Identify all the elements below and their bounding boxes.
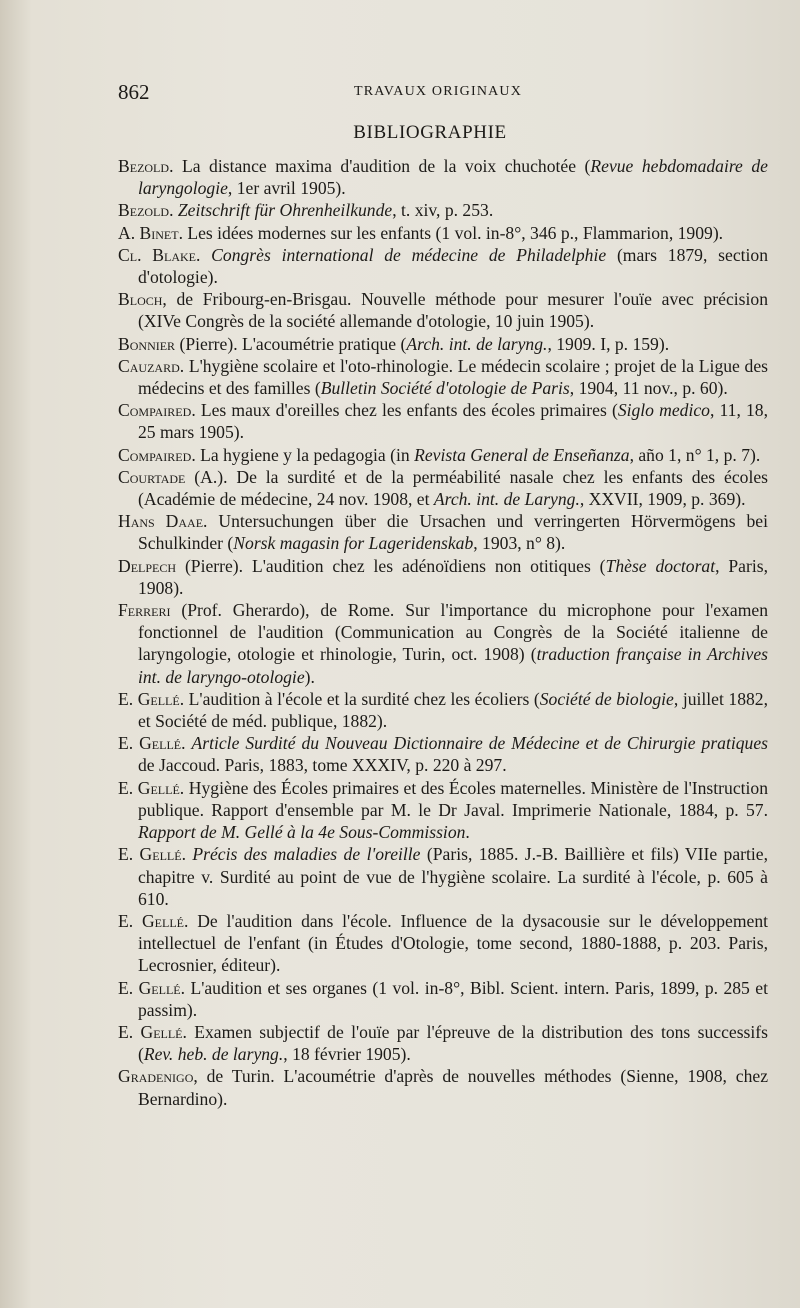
entry-title: Bulletin Société d'otologie de Paris (320, 378, 570, 399)
bibliography-entry (118, 688, 768, 732)
entry-title: Article Surdité du Nouveau Dictionnaire de Médecine et de Chirurgie pratiques (191, 733, 769, 754)
entry-title: Thèse doctorat (605, 555, 716, 576)
bibliography-entry (118, 199, 768, 221)
entry-text: . Untersuchungen über die Ursachen und verringerten Hörvermögens bei Schulkinder ( (138, 511, 768, 554)
entry-text: . Examen subjectif de l'ouïe par l'épreuve de la distribution des tons successifs ( (138, 1021, 768, 1065)
entry-text: . (181, 733, 192, 754)
running-title: TRAVAUX ORIGINAUX (354, 84, 523, 99)
bibliography-entry (118, 444, 768, 466)
bibliography-list (118, 155, 768, 1110)
entry-author: Gradenigo (118, 1066, 194, 1087)
entry-author: Courtade (118, 466, 186, 487)
entry-text: . L'hygiène scolaire et l'oto-rhinologie. Le médecin scolaire ; projet de la Ligue des médecins et des familles ( (138, 355, 768, 399)
entry-title: Société de biologie (539, 688, 674, 709)
entry-text: , de Fribourg-en-Brisgau. Nouvelle méthode pour mesurer l'ouïe avec précision (XIVe Congrès de la société allemande d'otologie, 10 juin 1905). (138, 289, 768, 332)
entry-text-continued: . (465, 822, 470, 843)
entry-title: Revue hebdomadaire de laryngologie (138, 156, 768, 199)
entry-title: traduction française in Archives int. de laryngo-otologie (138, 644, 769, 687)
entry-title: Congrès international de médecine de Philadelphie (211, 244, 607, 265)
entry-author: Delpech (118, 555, 177, 576)
entry-text: . (181, 844, 193, 865)
bibliography-entry (118, 599, 768, 688)
entry-author: E. Gellé (118, 977, 181, 998)
section-title: BIBLIOGRAPHIE (353, 122, 507, 143)
entry-title: Revista General de Enseñanza (414, 444, 630, 465)
entry-author: E. Gellé (118, 844, 182, 865)
entry-text: . Hygiène des Écoles primaires et des Écoles maternelles. Ministère de l'Instruction publique. Rapport d'ensemble par M. le Dr Javal. Imprimerie Nationale, 1884, p. 57. (138, 777, 768, 820)
entry-author: E. Gellé (118, 910, 184, 931)
entry-text-continued: (mars 1879, section d'otologie). (138, 244, 768, 288)
entry-text-continued: , 1903, n° 8). (473, 533, 566, 554)
entry-author: Bonnier (118, 333, 176, 354)
entry-author: Compaired (118, 400, 192, 421)
entry-text: . De l'audition dans l'école. Influence de la dysacousie sur le développement intellectuel de l'enfant (in Études d'Otologie, tome second, 1880-1888, p. 203. Paris, Lecrosnier, éditeur). (138, 910, 769, 976)
bibliography-entry (118, 777, 768, 844)
entry-text-continued: (Paris, 1885. J.-B. Baillière et fils) VIIe partie, chapitre v. Surdité au point de vue de l'hygiène scolaire. La surdité à l'école, p. 605 à 610. (138, 844, 769, 909)
entry-author: Cauzard (118, 355, 180, 376)
entry-text: . La hygiene y la pedagogia (in (191, 444, 415, 465)
entry-author: E. Gellé (118, 688, 180, 709)
entry-text-continued: , XXVII, 1909, p. 369). (579, 489, 746, 510)
entry-author: E. Gellé (118, 1021, 183, 1042)
entry-title: Précis des maladies de l'oreille (192, 844, 421, 865)
entry-text-continued: de Jaccoud. Paris, 1883, tome XXXIV, p. 220 à 297. (138, 755, 507, 776)
entry-author: E. Gellé (118, 733, 182, 754)
bibliography-entry (118, 222, 768, 244)
entry-text-continued: ). (304, 666, 315, 687)
entry-author: A. Binet (118, 222, 179, 243)
bibliography-entry (118, 910, 768, 977)
bibliography-entry (118, 288, 768, 332)
entry-author: Bezold (118, 200, 170, 221)
bibliography-entry (118, 333, 768, 355)
entry-text-continued: , juillet 1882, et Société de méd. publique, 1882). (138, 688, 768, 732)
entry-title: Zeitschrift für Ohrenheilkunde (177, 200, 393, 221)
entry-author: Bezold (118, 156, 170, 176)
entry-title: Norsk magasin for Lageridenskab (233, 533, 474, 554)
entry-text-continued: , 1904, 11 nov., p. 60). (569, 378, 728, 399)
entry-text-continued: , 1909. I, p. 159). (547, 333, 670, 354)
running-head (118, 80, 760, 104)
entry-text: (Prof. Gherardo), de Rome. Sur l'importance du microphone pour l'examen fonctionnel de l'audition (Communication au Congrès de la Société italienne de laryngologie, otologie et rhinologie, Turin, oct. 1908) ( (138, 600, 768, 665)
bibliography-entry (118, 510, 768, 554)
page-number: 862 (118, 80, 150, 104)
entry-title: Siglo medico (617, 400, 710, 421)
bibliography-entry (118, 466, 768, 510)
entry-text: (A.). De la surdité et de la perméabilité nasale chez les enfants des écoles (Académie de médecine, 24 nov. 1908, et (138, 466, 768, 510)
entry-text: (Pierre). L'acoumétrie pratique ( (175, 333, 407, 354)
bibliography-entry (118, 977, 768, 1021)
entry-text: . La distance maxima d'audition de la voix chuchotée ( (169, 156, 591, 176)
entry-text: . L'audition à l'école et la surdité chez les écoliers ( (179, 688, 540, 709)
entry-text: . (195, 244, 212, 265)
bibliography-entry (118, 399, 768, 443)
entry-text-continued: , Paris, 1908). (138, 555, 768, 598)
bibliography-entry (118, 244, 768, 288)
entry-text: . (169, 200, 178, 221)
bibliography-entry (118, 555, 768, 599)
entry-author: Hans Daae (118, 511, 204, 532)
entry-text-continued: , 11, 18, 25 mars 1905). (138, 400, 768, 443)
entry-author: Ferreri (118, 600, 171, 621)
bibliography-entry (118, 1021, 768, 1065)
entry-text-continued: , 1er avril 1905). (227, 178, 346, 199)
bibliography-entry (118, 155, 768, 199)
entry-text: (Pierre). L'audition chez les adénoïdiens non otitiques ( (176, 555, 606, 576)
entry-title: Arch. int. de laryng. (406, 333, 548, 354)
entry-text-continued: , año 1, n° 1, p. 7). (629, 444, 761, 465)
bibliography-entry (118, 355, 768, 399)
entry-title: Arch. int. de Laryng. (433, 489, 580, 510)
entry-text: . Les idées modernes sur les enfants (1 vol. in-8°, 346 p., Flammarion, 1909). (178, 222, 724, 243)
entry-text-continued: , 18 février 1905). (283, 1044, 411, 1065)
entry-text: . Les maux d'oreilles chez les enfants des écoles primaires ( (191, 400, 618, 421)
entry-text: , de Turin. L'acoumétrie d'après de nouvelles méthodes (Sienne, 1908, chez Bernardino). (138, 1066, 768, 1109)
entry-author: Compaired (118, 444, 192, 465)
bibliography-entry (118, 843, 768, 910)
entry-author: E. Gellé (118, 777, 180, 798)
entry-title: Rapport de M. Gellé à la 4e Sous-Commission (138, 822, 466, 843)
entry-author: Cl. Blake (118, 244, 196, 265)
bibliography-entry (118, 1065, 768, 1109)
entry-text-continued: , t. xiv, p. 253. (392, 200, 494, 221)
entry-author: Bloch (118, 289, 163, 310)
entry-title: Rev. heb. de laryng. (143, 1044, 284, 1065)
bibliography-entry (118, 732, 768, 776)
entry-text: . L'audition et ses organes (1 vol. in-8°, Bibl. Scient. intern. Paris, 1899, p. 285 et passim). (138, 977, 768, 1020)
